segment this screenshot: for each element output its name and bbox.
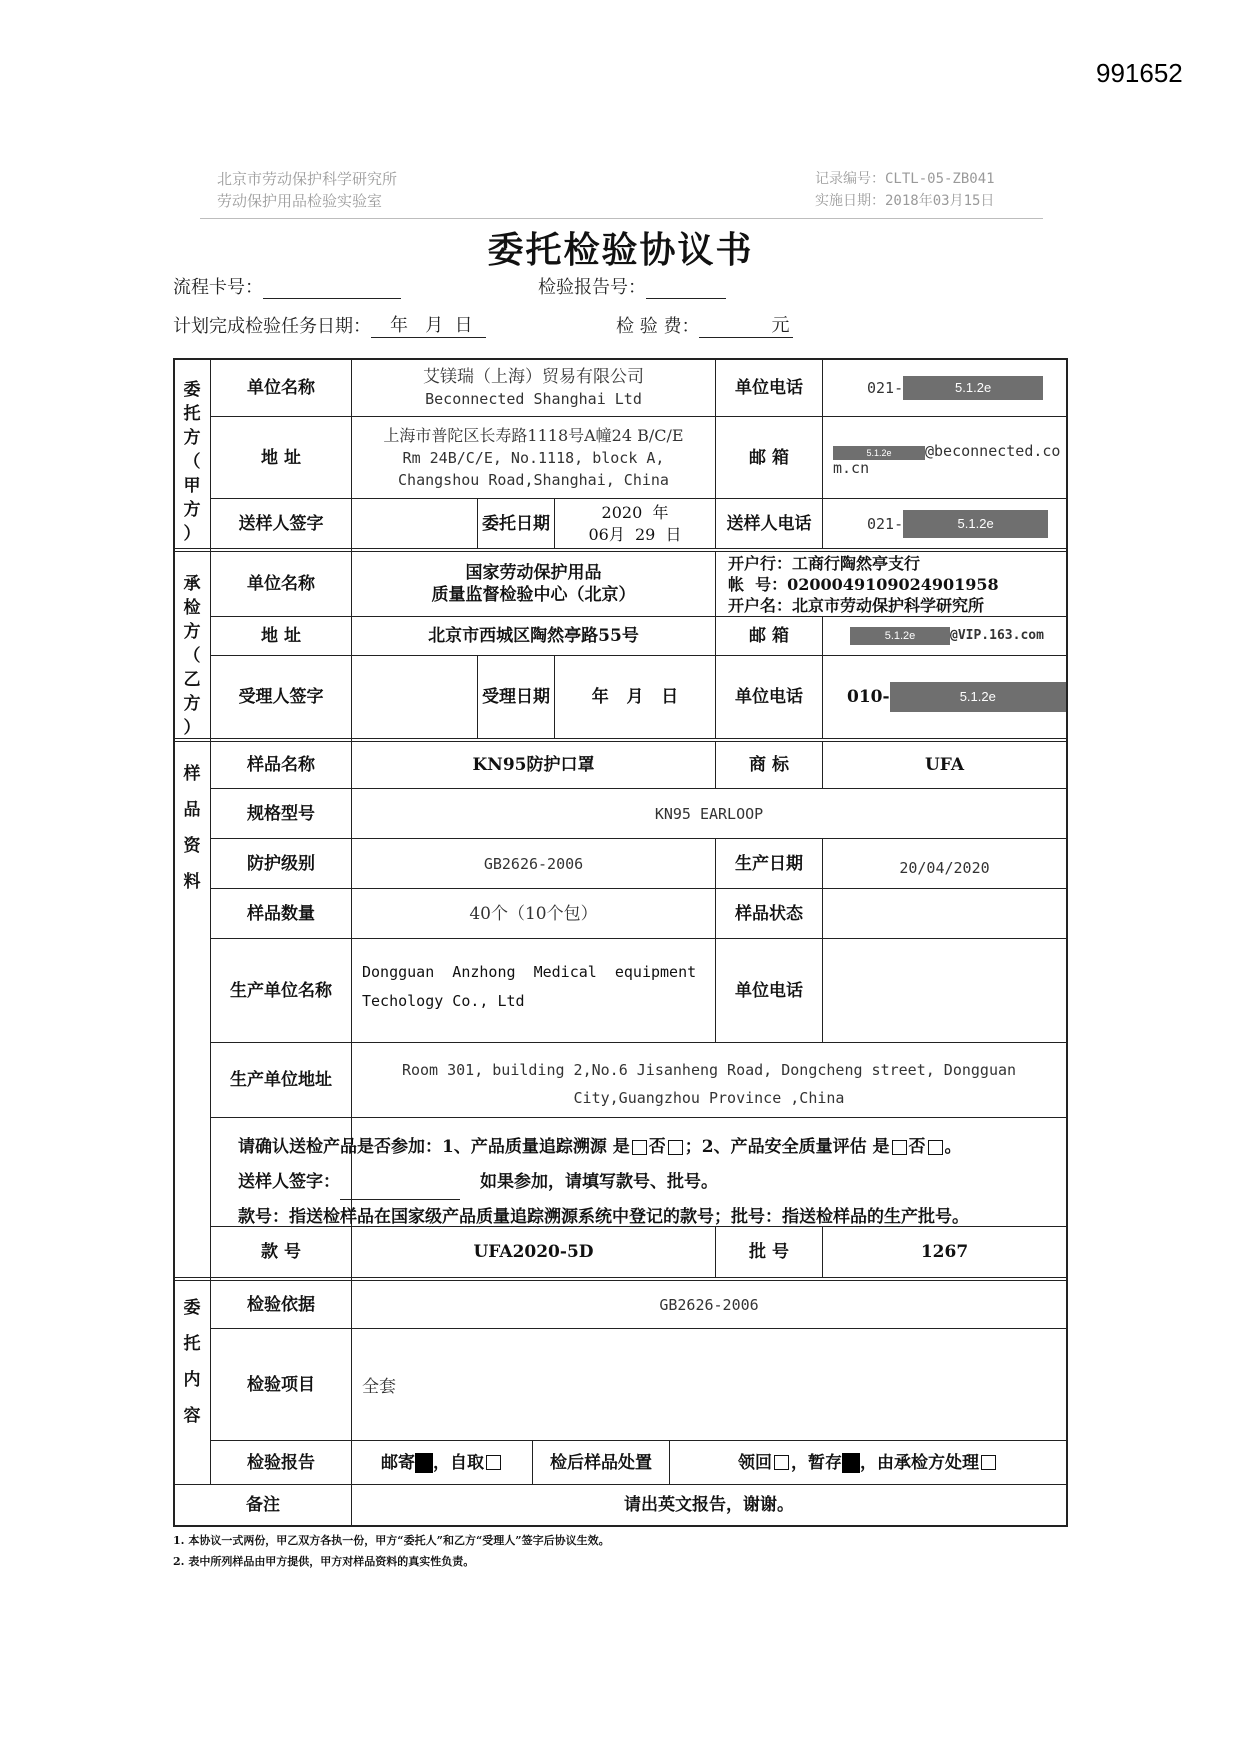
document-serial-number: 991652 xyxy=(1096,58,1183,88)
test-report-label: 检验报告 xyxy=(247,1452,315,1473)
party-a-email-value xyxy=(833,443,1066,493)
sample-disposal-options xyxy=(670,1441,1066,1484)
test-basis-label: 检验依据 xyxy=(247,1294,315,1315)
implementation-date: 实施日期：2018年03月15日 xyxy=(815,193,995,209)
party-a-entrust-date-monthday: 06月 29 日 xyxy=(588,524,682,544)
disposal-handle-checkbox[interactable] xyxy=(981,1455,996,1470)
disposal-return-label: 领回 xyxy=(738,1452,772,1473)
party-b-receiver-sign-label: 受理人签字 xyxy=(238,687,324,707)
section-label-party-a: 委 托 方 （ 甲 方 ） xyxy=(183,380,201,544)
sample-disposal-label: 检后样品处置 xyxy=(550,1452,652,1473)
section-label-entrust: 委 托 内 容 xyxy=(183,1298,201,1426)
traceability-signature-blank[interactable] xyxy=(340,1181,460,1200)
party-a-email-suffix: @beconnected.com.cn xyxy=(833,442,1061,477)
report-delivery-options xyxy=(352,1441,532,1484)
report-mail-checkbox-checked[interactable] xyxy=(415,1453,433,1473)
report-mail-label: 邮寄 xyxy=(381,1452,415,1473)
traceability-confirmation xyxy=(238,1130,1066,1226)
sample-name-label: 样品名称 xyxy=(247,755,315,775)
party-a-unit-name-en: Beconnected Shanghai Ltd xyxy=(425,389,642,408)
sample-model-value: KN95 EARLOOP xyxy=(654,804,764,823)
party-a-sender-phone-redaction: 5.1.2e xyxy=(903,510,1048,538)
disposal-handle-label: ，由承检方处理 xyxy=(860,1452,979,1473)
remark-label: 备注 xyxy=(246,1495,280,1515)
batch-no-value: 1267 xyxy=(920,1242,969,1262)
footnote-2: 2. 表中所列样品由甲方提供，甲方对样品资料的真实性负责。 xyxy=(173,1555,475,1568)
party-a-phone-label: 单位电话 xyxy=(735,377,803,398)
report-self-checkbox[interactable] xyxy=(486,1455,501,1470)
maker-phone-label: 单位电话 xyxy=(735,980,803,1001)
maker-name-line1: Dongguan Anzhong Medical equipment xyxy=(362,963,697,981)
party-b-unit-name-label: 单位名称 xyxy=(247,574,315,594)
party-b-bank-info xyxy=(728,553,1066,616)
party-a-email-redaction: 5.1.2e xyxy=(833,446,925,460)
report-number-blank[interactable] xyxy=(646,278,726,299)
party-b-unit-name-line1: 国家劳动保护用品 xyxy=(465,563,602,583)
maker-address-line1: Room 301, building 2,No.6 Jisanheng Road, Dongcheng street, Dongguan xyxy=(401,1061,1017,1079)
party-a-unit-name-value xyxy=(352,359,715,416)
party-a-entrust-date-value xyxy=(555,499,715,548)
disposal-keep-label: ，暂存 xyxy=(791,1452,842,1473)
sample-prod-date-value: 20/04/2020 xyxy=(899,858,990,877)
sample-state-blank[interactable] xyxy=(823,889,1066,938)
party-a-sender-sign-blank[interactable] xyxy=(352,499,477,548)
section-label-party-b: 承 检 方 （ 乙 方 ） xyxy=(183,574,201,738)
party-b-phone-label: 单位电话 xyxy=(735,687,803,707)
report-self-label: ，自取 xyxy=(433,1452,484,1473)
sample-brand-value: UFA xyxy=(924,755,965,775)
party-a-phone-value xyxy=(867,359,1066,416)
lab-name-line2: 劳动保护用品检验实验室 xyxy=(217,192,383,210)
report-number-label: 检验报告号： xyxy=(538,277,646,298)
sample-name-value: KN95防护口罩 xyxy=(472,755,595,775)
plan-date-field xyxy=(173,311,486,338)
section-label-sample: 样 品 资 料 xyxy=(183,764,201,892)
header-divider xyxy=(200,218,1043,219)
sample-state-label: 样品状态 xyxy=(735,903,803,924)
lab-name-line1: 北京市劳动保护科学研究所 xyxy=(217,170,398,188)
maker-name-label: 生产单位名称 xyxy=(230,980,332,1001)
party-a-address-line2: Rm 24B/C/E, No.1118, block A, xyxy=(402,448,665,467)
party-b-email-label: 邮 箱 xyxy=(749,626,789,646)
party-a-sender-phone-value xyxy=(867,499,1066,548)
flow-card-field xyxy=(173,273,401,299)
test-items-value: 全套 xyxy=(362,1377,396,1397)
footnote-1: 1. 本协议一式两份，甲乙双方各执一份，甲方“委托人”和乙方“受理人”签字后协议生效。 xyxy=(173,1534,610,1547)
fee-label: 检 验 费： xyxy=(616,316,700,337)
remark-value: 请出英文报告，谢谢。 xyxy=(624,1495,794,1515)
party-a-sender-phone-label: 送样人电话 xyxy=(726,513,812,534)
record-number: 记录编号：CLTL-05-ZB041 xyxy=(815,171,995,187)
safety-no-checkbox[interactable] xyxy=(928,1140,943,1155)
party-b-receive-date-label: 受理日期 xyxy=(482,687,550,707)
style-no-value: UFA2020-5D xyxy=(473,1242,594,1262)
party-b-bank-name: 开户行：工商行陶然亭支行 xyxy=(728,554,921,573)
party-b-email-value xyxy=(850,617,1066,655)
party-b-email-suffix: @VIP.163.com xyxy=(950,628,1044,643)
maker-address-label: 生产单位地址 xyxy=(230,1070,332,1090)
party-b-phone-redaction: 5.1.2e xyxy=(890,682,1066,712)
traceability-sign-line: 送样人签字： 如果参加，请填写款号、批号。 xyxy=(238,1165,1066,1200)
fee-field xyxy=(616,311,793,338)
style-no-label: 款 号 xyxy=(261,1242,301,1262)
party-a-address-line1: 上海市普陀区长寿路1118号A幢24 B/C/E xyxy=(383,425,684,445)
party-a-entrust-date-year: 2020 年 xyxy=(601,502,669,522)
disposal-keep-checkbox-checked[interactable] xyxy=(842,1453,860,1473)
party-a-address-label: 地 址 xyxy=(261,447,301,468)
trace-no-checkbox[interactable] xyxy=(668,1140,683,1155)
party-b-phone-value xyxy=(847,656,1066,738)
party-b-bank-account: 帐 号：0200049109024901958 xyxy=(728,575,999,594)
party-b-receive-date-value: 年 月 日 xyxy=(591,687,679,707)
party-a-sender-sign-label: 送样人签字 xyxy=(238,513,324,534)
traceability-question: 请确认送检产品是否参加：1、产品质量追踪溯源 是 否 ；2、产品安全质量评估 是 否 。 xyxy=(238,1137,962,1157)
plan-date-label: 计划完成检验任务日期： xyxy=(173,316,371,337)
maker-phone-blank[interactable] xyxy=(823,939,1066,1042)
maker-name-line2: Techology Co., Ltd xyxy=(362,992,525,1010)
party-a-unit-name-label: 单位名称 xyxy=(247,377,315,398)
test-items-label: 检验项目 xyxy=(247,1374,315,1395)
maker-name-value xyxy=(362,958,712,1028)
batch-no-label: 批 号 xyxy=(749,1242,789,1262)
sample-protection-value: GB2626-2006 xyxy=(483,854,584,873)
party-b-email-redaction: 5.1.2e xyxy=(850,627,950,645)
sample-model-label: 规格型号 xyxy=(247,803,315,824)
party-a-unit-name-cn: 艾镁瑞（上海）贸易有限公司 xyxy=(423,366,644,387)
disposal-return-checkbox[interactable] xyxy=(774,1455,789,1470)
safety-yes-checkbox[interactable] xyxy=(892,1140,907,1155)
sample-qty-label: 样品数量 xyxy=(247,903,315,924)
party-a-address-value xyxy=(352,417,715,498)
plan-date-blank[interactable]: 年 月 日 xyxy=(371,311,486,338)
test-basis-value: GB2626-2006 xyxy=(659,1295,759,1314)
fee-unit: 元 xyxy=(771,311,793,338)
record-header xyxy=(815,168,995,212)
party-a-email-label: 邮 箱 xyxy=(749,447,789,468)
party-a-address-line3: Changshou Road,Shanghai, China xyxy=(398,470,669,489)
party-b-address-label: 地 址 xyxy=(261,626,301,646)
flow-card-label: 流程卡号： xyxy=(173,277,263,298)
sample-brand-label: 商 标 xyxy=(749,755,789,775)
party-a-phone-redaction: 5.1.2e xyxy=(903,376,1043,400)
party-b-phone-prefix: 010- xyxy=(847,687,890,707)
party-a-sender-phone-prefix: 021- xyxy=(867,514,904,533)
fee-blank[interactable] xyxy=(699,317,771,338)
party-b-unit-name-value xyxy=(352,552,715,616)
document-title: 委托检验协议书 xyxy=(487,229,754,271)
sample-protection-label: 防护级别 xyxy=(247,853,315,874)
maker-address-value xyxy=(352,1055,1066,1113)
flow-card-blank[interactable] xyxy=(263,278,401,299)
traceability-note: 款号：指送检样品在国家级产品质量追踪溯源系统中登记的款号；批号：指送检样品的生产批号。 xyxy=(238,1207,969,1227)
party-b-receiver-sign-blank[interactable] xyxy=(352,656,477,738)
trace-yes-checkbox[interactable] xyxy=(632,1140,647,1155)
sample-qty-value: 40个（10个包） xyxy=(469,903,598,924)
party-a-entrust-date-label: 委托日期 xyxy=(482,513,550,534)
party-b-account-holder: 开户名：北京市劳动保护科学研究所 xyxy=(728,596,985,615)
lab-header xyxy=(217,168,397,212)
party-b-address-value: 北京市西城区陶然亭路55号 xyxy=(428,626,639,646)
party-b-unit-name-line2: 质量监督检验中心（北京） xyxy=(431,585,636,605)
report-number-field xyxy=(538,273,726,299)
maker-address-line2: City,Guangzhou Province ,China xyxy=(573,1089,845,1107)
party-a-phone-prefix: 021- xyxy=(867,378,904,397)
sample-prod-date-label: 生产日期 xyxy=(735,853,803,874)
